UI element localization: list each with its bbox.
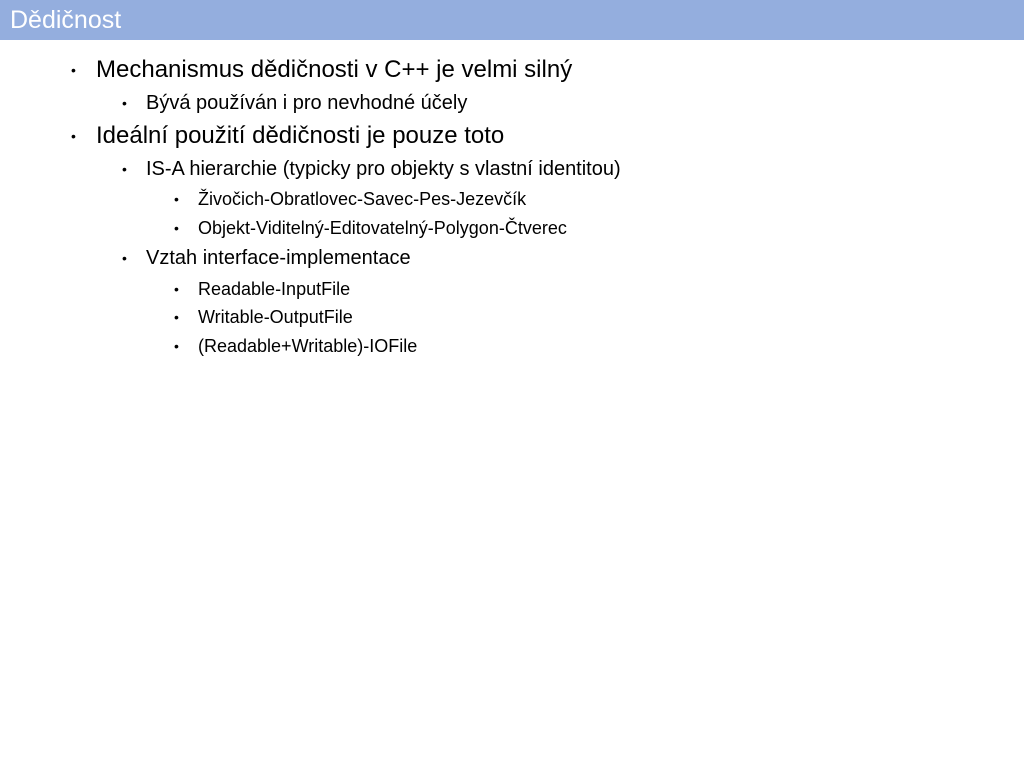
bullet-text: (Readable+Writable)-IOFile [198, 336, 418, 356]
bullet-text: Živočich-Obratlovec-Savec-Pes-Jezevčík [198, 189, 527, 209]
bullet-text: Ideální použití dědičnosti je pouze toto [96, 122, 505, 149]
bullet-item [122, 90, 468, 116]
bullet-dot-icon: • [174, 191, 179, 207]
bullet-text: Readable-InputFile [198, 279, 351, 299]
bullet-item [174, 334, 418, 358]
bullet-dot-icon: • [174, 309, 179, 325]
bullet-dot-icon: • [122, 95, 127, 111]
bullet-item [122, 156, 621, 182]
bullet-text: Bývá používán i pro nevhodné účely [146, 92, 468, 114]
bullet-dot-icon: • [71, 62, 76, 78]
bullet-item [71, 121, 505, 151]
bullet-dot-icon: • [174, 281, 179, 297]
bullet-dot-icon: • [174, 338, 179, 354]
bullet-item [174, 277, 351, 301]
bullet-dot-icon: • [122, 161, 127, 177]
bullet-item [174, 187, 527, 211]
bullet-text: IS-A hierarchie (typicky pro objekty s vlastní identitou) [146, 158, 621, 180]
bullet-text: Writable-OutputFile [198, 307, 353, 327]
bullet-item [174, 305, 353, 329]
slide-title: Dědičnost [10, 6, 122, 34]
bullet-dot-icon: • [174, 220, 179, 236]
bullet-item [71, 55, 573, 85]
bullet-text: Vztah interface-implementace [146, 247, 411, 269]
title-bar [0, 0, 1024, 40]
bullet-item [122, 245, 411, 271]
bullet-dot-icon: • [122, 250, 127, 266]
bullet-text: Mechanismus dědičnosti v C++ je velmi silný [96, 56, 573, 83]
bullet-item [174, 216, 567, 240]
bullet-dot-icon: • [71, 128, 76, 144]
bullet-text: Objekt-Viditelný-Editovatelný-Polygon-Čtverec [198, 218, 567, 238]
